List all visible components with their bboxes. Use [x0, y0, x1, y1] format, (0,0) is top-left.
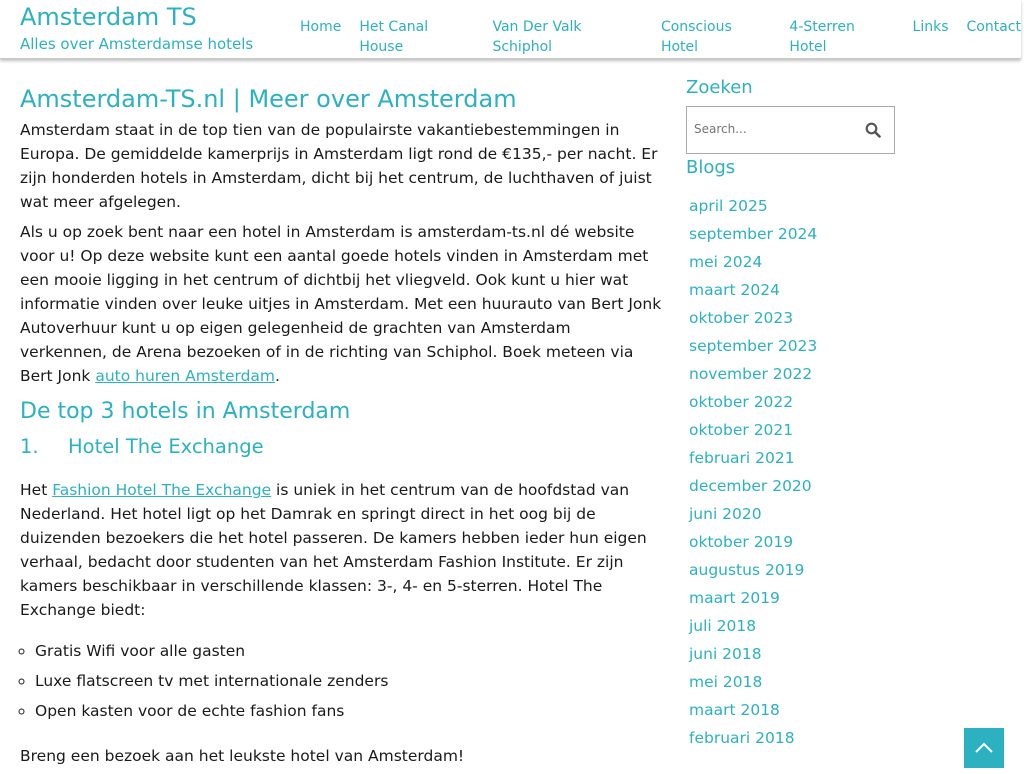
hotel-title: Hotel The Exchange [68, 435, 264, 458]
archive-item [689, 276, 1006, 304]
list-item: ◦ Gratis Wifi voor alle gasten [35, 636, 662, 666]
archive-link[interactable]: mei 2024 [689, 253, 763, 271]
archive-link[interactable]: september 2024 [689, 225, 818, 243]
archive-link[interactable]: maart 2019 [689, 589, 780, 607]
archive-link[interactable]: mei 2018 [689, 673, 763, 691]
archive-item [689, 388, 1006, 416]
archive-item [689, 724, 1006, 752]
blogs-heading: Blogs [686, 157, 736, 178]
search-heading: Zoeken [686, 77, 753, 98]
feature-list [20, 636, 662, 726]
closing-paragraph: Breng een bezoek aan het leukste hotel van Amsterdam! [20, 747, 465, 765]
archive-item [689, 416, 1006, 444]
archive-item [689, 556, 1006, 584]
archive-link[interactable]: maart 2024 [689, 281, 780, 299]
nav-4-sterren-hotel[interactable]: 4-Sterren Hotel [789, 19, 855, 55]
site-header [0, 0, 1021, 59]
archive-item [689, 668, 1006, 696]
archive-link[interactable]: juni 2018 [689, 645, 762, 663]
archive-item [689, 500, 1006, 528]
archive-link[interactable]: juni 2020 [689, 505, 762, 523]
archive-item [689, 304, 1006, 332]
archive-item [689, 248, 1006, 276]
hotel-paragraph [20, 478, 662, 622]
scroll-to-top-button[interactable] [964, 728, 1004, 768]
archive-item [689, 584, 1006, 612]
archive-item [689, 444, 1006, 472]
sidebar [686, 74, 1006, 752]
top-hotels-heading: De top 3 hotels in Amsterdam [20, 399, 351, 424]
nav-het-canal-house[interactable]: Het Canal House [359, 19, 429, 55]
hotel-text-start: Het [20, 481, 53, 499]
archive-item [689, 696, 1006, 724]
nav-conscious-hotel[interactable]: Conscious Hotel [660, 19, 732, 55]
archive-item [689, 640, 1006, 668]
archive-link[interactable]: december 2020 [689, 477, 812, 495]
archive-item [689, 472, 1006, 500]
intro-paragraph: Amsterdam staat in de top tien van de populairste vakantiebestemmingen in Europa. De gemiddelde kamerprijs in Amsterdam ligt rond de €135,- per nacht. Er zijn honderden hotels in Amsterdam, dicht bij het centrum, de luchthaven of juist wat meer afgelegen. [20, 121, 658, 211]
archive-item [689, 220, 1006, 248]
main-content [20, 80, 662, 774]
archive-item [689, 612, 1006, 640]
page-title: Amsterdam-TS.nl | Meer over Amsterdam [20, 85, 517, 113]
main-nav [300, 17, 1021, 57]
archive-item [689, 332, 1006, 360]
archive-link[interactable]: november 2022 [689, 365, 813, 383]
archive-item [689, 192, 1006, 220]
hotel-heading [20, 430, 662, 464]
nav-van-der-valk-schiphol[interactable]: Van Der Valk Schiphol [492, 19, 582, 55]
search-input[interactable] [692, 121, 846, 137]
auto-huren-link[interactable]: auto huren Amsterdam [95, 367, 276, 385]
archive-list [686, 192, 1006, 752]
fashion-hotel-link[interactable]: Fashion Hotel The Exchange [52, 481, 272, 499]
archive-item [689, 528, 1006, 556]
archive-link[interactable]: oktober 2023 [689, 309, 794, 327]
archive-link[interactable]: juli 2018 [689, 617, 757, 635]
archive-link[interactable]: april 2025 [689, 197, 768, 215]
archive-item [689, 360, 1006, 388]
archive-link[interactable]: maart 2018 [689, 701, 780, 719]
hotel-number: 1. [20, 435, 39, 458]
description-end: . [275, 367, 280, 385]
nav-contact[interactable]: Contact [966, 19, 1021, 35]
archive-link[interactable]: februari 2018 [689, 729, 795, 747]
nav-links[interactable]: Links [912, 19, 949, 35]
hotel-text-rest: is uniek in het centrum van de hoofdstad van Nederland. Het hotel ligt op het Damrak en springt direct in het oog bij de duizenden bezoekers die het hotel passeren. De kamers hebben ieder hun eigen verhaal, bedacht door studenten van het Amsterdam Fashion Institute. Er zijn kamers beschikbaar in verschillende klassen: 3-, 4- en 5-sterren. Hotel The Exchange biedt: [20, 481, 647, 619]
archive-link[interactable]: oktober 2021 [689, 421, 794, 439]
list-item: ◦ Luxe flatscreen tv met internationale zenders [35, 666, 662, 696]
list-item: ◦ Open kasten voor de echte fashion fans [35, 696, 662, 726]
archive-link[interactable]: oktober 2022 [689, 393, 794, 411]
site-tagline: Alles over Amsterdamse hotels [20, 35, 254, 53]
archive-link[interactable]: oktober 2019 [689, 533, 794, 551]
nav-home[interactable]: Home [300, 19, 342, 35]
archive-link[interactable]: februari 2021 [689, 449, 795, 467]
archive-link[interactable]: augustus 2019 [689, 561, 805, 579]
description-paragraph [20, 220, 662, 388]
search-icon[interactable] [865, 122, 881, 142]
archive-link[interactable]: september 2023 [689, 337, 818, 355]
description-text: Als u op zoek bent naar een hotel in Amsterdam is amsterdam-ts.nl dé website voor u! Op deze website kunt een aantal goede hotels vinden in Amsterdam met een mooie ligging in het centrum of dichtbij het vliegveld. Ook kunt u hier wat informatie vinden over leuke uitjes in Amsterdam. Met een huurauto van Bert Jonk Autoverhuur kunt u op eigen gelegenheid de grachten van Amsterdam verkennen, de Arena bezoeken of in de richting van Schiphol. Boek meteen via Bert Jonk [20, 223, 662, 385]
search-box [686, 106, 895, 154]
chevron-up-icon [973, 737, 995, 759]
site-title[interactable]: Amsterdam TS [20, 3, 197, 31]
